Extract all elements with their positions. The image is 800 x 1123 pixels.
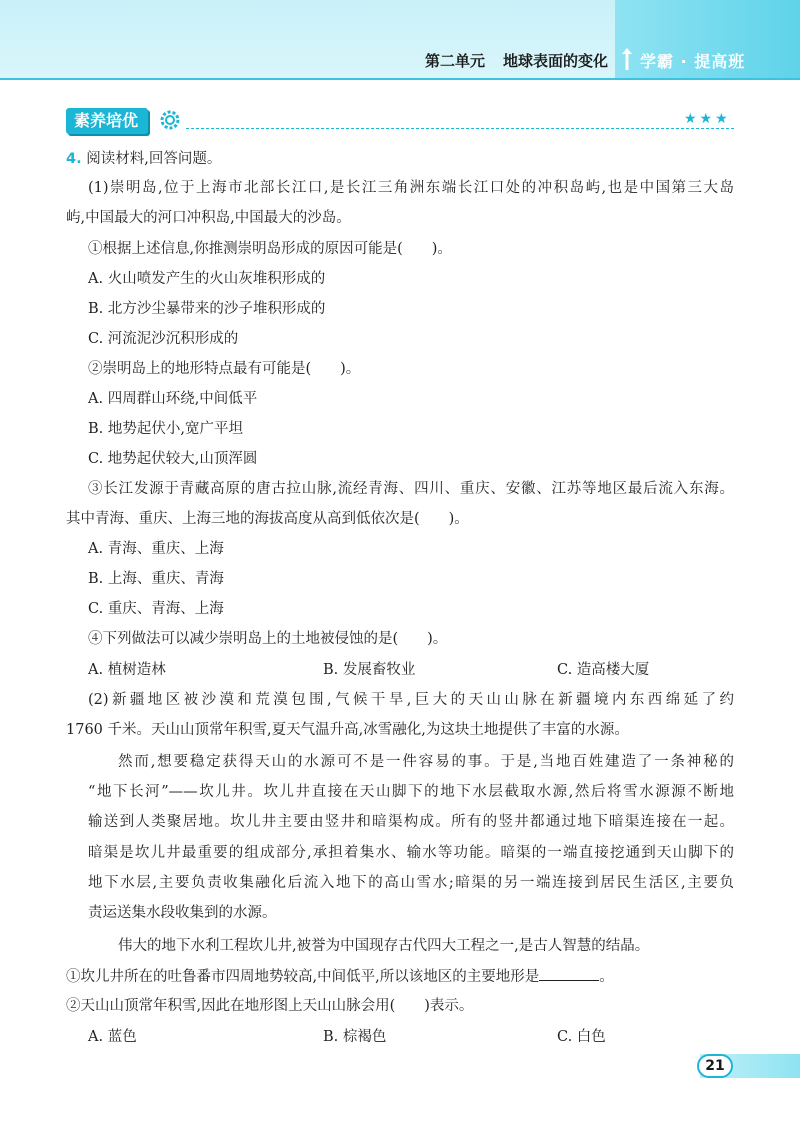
question-number: 4. [66,151,82,167]
brand-label: 学霸 · 提高班 [640,52,746,71]
option-item: A. 蓝色 [88,1029,137,1045]
question-header [66,149,221,169]
option-item: B. 发展畜牧业 [323,662,416,678]
option-item: C. 河流泥沙沉积形成的 [88,331,239,347]
option-item: A. 青海、重庆、上海 [88,541,224,557]
sub-question-stem: ①根据上述信息,你推测崇明岛形成的原因可能是( )。 [88,241,452,257]
header-title [425,50,608,71]
passage-line: 屿,中国最大的河口冲积岛,中国最大的沙岛。 [66,210,351,226]
stem-text: ①坎儿井所在的吐鲁番市四周地势较高,中间低平,所以该地区的主要地形是 [66,969,540,985]
passage-line: (2)新疆地区被沙漠和荒漠包围,气候干旱,巨大的天山山脉在新疆境内东西绵延了约 [88,692,734,708]
passage-line: 责运送集水段收集到的水源。 [88,905,277,921]
option-item: C. 地势起伏较大,山顶浑圆 [88,451,258,467]
option-item: A. 四周群山环绕,中间低平 [88,391,258,407]
option-item: B. 上海、重庆、青海 [88,571,224,587]
chapter-label: 地球表面的变化 [503,52,609,70]
option-item: B. 北方沙尘暴带来的沙子堆积形成的 [88,301,326,317]
page-number: 21 [697,1054,733,1078]
passage-line: 暗渠是坎儿井最重要的组成部分,承担着集水、输水等功能。暗渠的一端直接挖通到天山脚下的 [88,845,734,861]
passage-line: 输送到人类聚居地。坎儿井主要由竖井和暗渠构成。所有的竖井都通过地下暗渠连接在一起。 [88,814,734,830]
section-title: 素养培优 [66,108,148,134]
option-item: B. 地势起伏小,宽广平坦 [88,421,243,437]
stem-text: 。 [599,969,614,985]
gear-icon [159,109,181,131]
arrow-up-icon [619,46,635,72]
header-divider [0,78,800,80]
sub-question-stem [66,966,614,987]
passage-line: 地下水层,主要负责收集融化后流入地下的高山雪水;暗渠的另一端连接到居民生活区,主要负 [88,875,734,891]
sub-question-stem: ③长江发源于青藏高原的唐古拉山脉,流经青海、四川、重庆、安徽、江苏等地区最后流入东海。 [88,481,734,497]
option-item: A. 植树造林 [88,662,166,678]
answer-blank[interactable] [539,966,599,981]
passage-line: 1760 千米。天山山顶常年积雪,夏天气温升高,冰雪融化,为这块土地提供了丰富的水源。 [66,722,629,738]
option-item: C. 重庆、青海、上海 [88,601,224,617]
question-prompt: 阅读材料,回答问题。 [86,151,222,167]
passage-line: 然而,想要稳定获得天山的水源可不是一件容易的事。于是,当地百姓建造了一条神秘的 [118,754,734,770]
passage-line: “地下长河”——坎儿井。坎儿井直接在天山脚下的地下水层截取水源,然后将雪水源源不断地 [88,784,734,800]
option-item: C. 造高楼大厦 [557,662,650,678]
sub-question-stem: ②崇明岛上的地形特点最有可能是( )。 [88,361,361,377]
option-item: C. 白色 [557,1029,606,1045]
option-item: B. 棕褐色 [323,1029,387,1045]
sub-question-stem: ④下列做法可以减少崇明岛上的土地被侵蚀的是( )。 [88,631,448,647]
sub-question-stem: ②天山山顶常年积雪,因此在地形图上天山山脉会用( )表示。 [66,998,474,1014]
unit-label: 第二单元 [425,52,486,70]
sub-question-stem: 其中青海、重庆、上海三地的海拔高度从高到低依次是( )。 [66,511,469,527]
option-item: A. 火山喷发产生的火山灰堆积形成的 [88,271,326,287]
difficulty-stars: ★★★ [684,111,731,127]
passage-line: 伟大的地下水利工程坎儿井,被誉为中国现存古代四大工程之一,是古人智慧的结晶。 [118,938,650,954]
passage-line: (1)崇明岛,位于上海市北部长江口,是长江三角洲东端长江口处的冲积岛屿,也是中国第三大岛 [88,180,734,196]
section-divider [186,128,734,129]
